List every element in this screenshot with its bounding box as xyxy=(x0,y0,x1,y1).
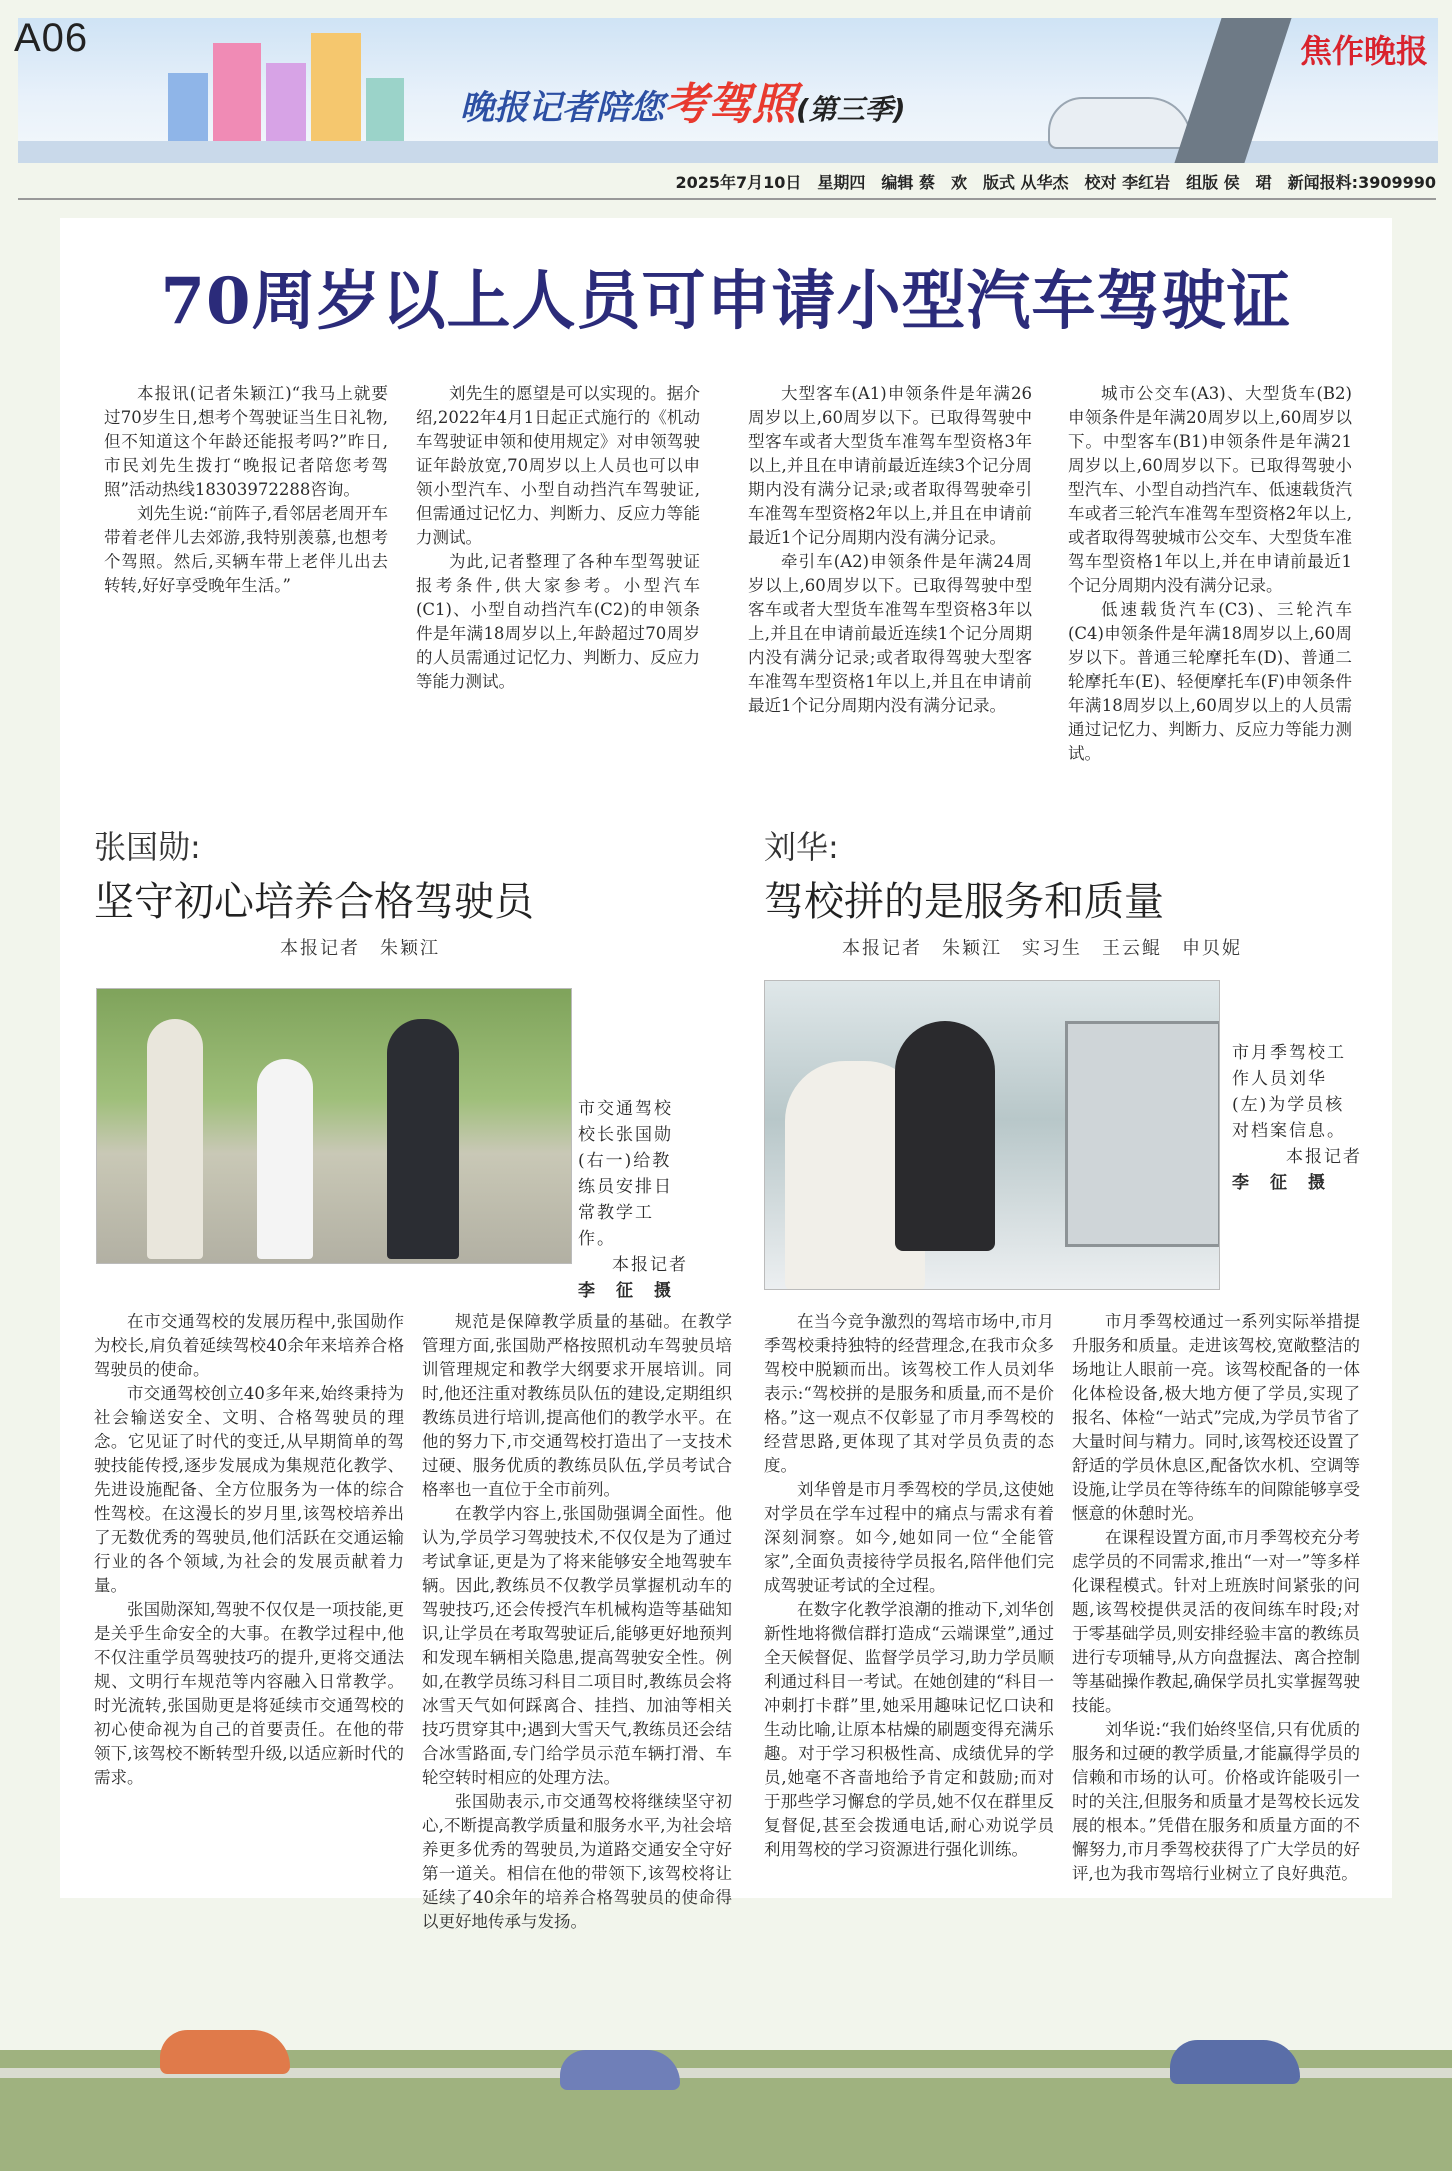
newspaper-logo: 焦作晚报 xyxy=(1299,32,1428,70)
right-story-byline: 本报记者 朱颖江 实习生 王云鲲 申贝妮 xyxy=(842,938,1242,959)
lead-paragraph: 为此,记者整理了各种车型驾驶证报考条件,供大家参考。小型汽车(C1)、小型自动挡汽车(C2)的申领条件是年满18周岁以上,年龄超过70周岁的人员需通过记忆力、判断力、反应力等能力测试。 xyxy=(416,552,700,691)
caption-credit-a: 本报记者 xyxy=(612,1255,688,1275)
person-figure xyxy=(257,1059,313,1259)
column-slogan xyxy=(460,68,906,132)
monitor xyxy=(1065,1021,1220,1247)
caption-credit-b: 李 征 摄 xyxy=(1232,1173,1327,1193)
lead-column-1 xyxy=(104,382,388,598)
story-paragraph: 在课程设置方面,市月季驾校充分考虑学员的不同需求,推出“一对一”等多样化课程模式。针对上班族时间紧张的问题,该驾校提供灵活的夜间练车时段;对于零基础学员,则安排经验丰富的教练员进行专项辅导,从方向盘握法、离合控制等基础操作教起,确保学员扎实掌握驾驶技能。 xyxy=(1072,1528,1360,1715)
story-paragraph: 刘华说:“我们始终坚信,只有优质的服务和过硬的教学质量,才能赢得学员的信赖和市场的认可。价格或许能吸引一时的关注,但服务和质量才是驾校长远发展的根本。”凭借在服务和质量方面的不懈努力,市月季驾校获得了广大学员的好评,也为我市驾培行业树立了良好典范。 xyxy=(1072,1720,1360,1883)
lead-paragraph: 大型客车(A1)申领条件是年满26周岁以上,60周岁以下。已取得驾驶中型客车或者大型货车准驾车型资格3年以上,并且在申请前最近连续3个记分周期内没有满分记录;或者取得驾驶牵引车准驾车型资格2年以上,并且在申请前最近1个记分周期内没有满分记录。 xyxy=(748,384,1032,547)
lead-column-2 xyxy=(416,382,700,694)
left-story-column-2 xyxy=(422,1310,732,1934)
story-paragraph: 刘华曾是市月季驾校的学员,这使她对学员在学车过程中的痛点与需求有着深刻洞察。如今,她如同一位“全能管家”,全面负责接待学员报名,陪伴他们完成驾驶证考试的全过程。 xyxy=(764,1480,1054,1595)
divider xyxy=(18,198,1436,200)
right-story-column-1 xyxy=(764,1310,1054,1862)
caption-credit-a: 本报记者 xyxy=(1286,1147,1362,1167)
story-paragraph: 在当今竞争激烈的驾培市场中,市月季驾校秉持独特的经营理念,在我市众多驾校中脱颖而出。该驾校工作人员刘华表示:“驾校拼的是服务和质量,而不是价格。”这一观点不仅彰显了市月季驾校的经营思路,更体现了其对学员负责的态度。 xyxy=(764,1312,1054,1475)
slogan-part-a: 晚报记者陪您 xyxy=(460,88,664,128)
left-story-column-1 xyxy=(94,1310,404,1790)
story-paragraph: 规范是保障教学质量的基础。在教学管理方面,张国勋严格按照机动车驾驶员培训管理规定和教学大纲要求开展培训。同时,他还注重对教练员队伍的建设,定期组织教练员进行培训,提高他们的教学水平。在他的努力下,市交通驾校打造出了一支技术过硬、服务优质的教练员队伍,学员考试合格率也一直位于全市前列。 xyxy=(422,1312,732,1499)
footer-road-illustration xyxy=(0,1990,1452,2171)
lead-paragraph: 刘先生的愿望是可以实现的。据介绍,2022年4月1日起正式施行的《机动车驾驶证申领和使用规定》对申领驾驶证年龄放宽,70周岁以上人员也可以申领小型汽车、小型自动挡汽车驾驶证,但需通过记忆力、判断力、反应力等能力测试。 xyxy=(416,384,700,547)
page-number: A06 xyxy=(14,16,89,60)
car-icon xyxy=(560,2050,680,2090)
right-story-name: 刘华: xyxy=(764,828,839,866)
slogan-part-c: (第三季) xyxy=(796,93,906,126)
right-story-title: 驾校拼的是服务和质量 xyxy=(764,879,1164,925)
left-story-byline: 本报记者 朱颖江 xyxy=(280,938,440,959)
slogan-part-b: 考驾照 xyxy=(664,79,796,130)
lead-paragraph: 牵引车(A2)申领条件是年满24周岁以上,60周岁以下。已取得驾驶中型客车或者大型货车准驾车型资格3年以上,并且在申请前最近连续1个记分周期内没有满分记录;或者取得驾驶大型客车准驾车型资格1年以上,并且在申请前最近1个记分周期内没有满分记录。 xyxy=(748,552,1032,715)
lead-column-4 xyxy=(1068,382,1352,766)
person-figure xyxy=(387,1019,459,1259)
caption-text: 市交通驾校校长张国勋(右一)给教练员安排日常教学工作。 xyxy=(578,1099,673,1249)
story-paragraph: 在数字化教学浪潮的推动下,刘华创新性地将微信群打造成“云端课堂”,通过全天候督促、监督学员学习,助力学员顺利通过科目一考试。在她创建的“科目一冲刺打卡群”里,她采用趣味记忆口诀和生动比喻,让原本枯燥的刷题变得充满乐趣。对于学习积极性高、成绩优异的学员,她毫不吝啬地给予肯定和鼓励;而对于那些学习懈怠的学员,她不仅在群里反复督促,甚至会拨通电话,耐心劝说学员利用驾校的学习资源进行强化训练。 xyxy=(764,1600,1054,1859)
lead-column-3 xyxy=(748,382,1032,718)
left-story-title: 坚守初心培养合格驾驶员 xyxy=(94,879,534,925)
right-photo-caption xyxy=(1232,1040,1362,1196)
car-icon xyxy=(1170,2040,1300,2084)
lead-paragraph: 本报讯(记者朱颖江)“我马上就要过70岁生日,想考个驾驶证当生日礼物,但不知道这个年龄还能报考吗?”昨日,市民刘先生拨打“晚报记者陪您考驾照”活动热线18303972288咨询。 xyxy=(104,384,388,499)
story-paragraph: 在教学内容上,张国勋强调全面性。他认为,学员学习驾驶技术,不仅仅是为了通过考试拿证,更是为了将来能够安全地驾驶车辆。因此,教练员不仅教学员掌握机动车的驾驶技巧,还会传授汽车机械构造等基础知识,让学员在考取驾驶证后,能够更好地预判和发现车辆相关隐患,提高驾驶安全性。例如,在教学员练习科目二项目时,教练员会将冰雪天气如何踩离合、挂挡、加油等相关技巧贯穿其中;遇到大雪天气,教练员还会结合冰雪路面,专门给学员示范车辆打滑、车轮空转时相应的处理方法。 xyxy=(422,1504,732,1787)
photo-staff-checking-files xyxy=(764,980,1220,1290)
lead-paragraph: 城市公交车(A3)、大型货车(B2)申领条件是年满20周岁以上,60周岁以下。中型客车(B1)申领条件是年满21周岁以上,60周岁以下。已取得驾驶小型汽车、小型自动挡汽车、低速载货汽车或者三轮汽车准驾车型资格2年以上,或者取得驾驶城市公交车、大型货车准驾车型资格1年以上,并在申请前最近1个记分周期内没有满分记录。 xyxy=(1068,384,1352,595)
headline: 70周岁以上人员可申请小型汽车驾驶证 xyxy=(160,264,1292,339)
left-story-name: 张国勋: xyxy=(94,828,201,866)
photo-driving-school-principal xyxy=(96,988,572,1264)
story-paragraph: 张国勋深知,驾驶不仅仅是一项技能,更是关乎生命安全的大事。在教学过程中,他不仅注重学员驾驶技巧的提升,更将交通法规、文明行车规范等内容融入日常教学。时光流转,张国勋更是将延续市交通驾校的初心使命视为自己的首要责任。在他的带领下,该驾校不断转型升级,以适应新时代的需求。 xyxy=(94,1600,404,1787)
info-bar: 2025年7月10日 星期四 编辑 蔡 欢 版式 从华杰 校对 李红岩 组版 侯 珺 新闻报料:3909990 xyxy=(675,173,1436,192)
lead-paragraph: 低速载货汽车(C3)、三轮汽车(C4)申领条件是年满18周岁以上,60周岁以下。普通三轮摩托车(D)、普通二轮摩托车(E)、轻便摩托车(F)申领条件年满18周岁以上,60周岁以上的人员需通过记忆力、判断力、反应力等能力测试。 xyxy=(1068,600,1352,763)
story-paragraph: 在市交通驾校的发展历程中,张国勋作为校长,肩负着延续驾校40余年来培养合格驾驶员的使命。 xyxy=(94,1312,404,1379)
caption-credit-b: 李 征 摄 xyxy=(578,1281,673,1301)
person-figure xyxy=(895,1021,995,1251)
caption-text: 市月季驾校工作人员刘华(左)为学员核对档案信息。 xyxy=(1232,1043,1346,1141)
left-photo-caption xyxy=(578,1096,688,1304)
story-paragraph: 张国勋表示,市交通驾校将继续坚守初心,不断提高教学质量和服务水平,为社会培养更多优秀的驾驶员,为道路交通安全守好第一道关。相信在他的带领下,该驾校将让延续了40余年的培养合格驾驶员的使命得以更好地传承与发扬。 xyxy=(422,1792,732,1931)
story-paragraph: 市交通驾校创立40多年来,始终秉持为社会输送安全、文明、合格驾驶员的理念。它见证了时代的变迁,从早期简单的驾驶技能传授,逐步发展成为集规范化教学、先进设施配备、全方位服务为一体的综合性驾校。在这漫长的岁月里,该驾校培养出了无数优秀的驾驶员,他们活跃在交通运输行业的各个领域,为社会的发展贡献着力量。 xyxy=(94,1384,404,1595)
car-illustration xyxy=(1048,97,1192,149)
right-story-column-2 xyxy=(1072,1310,1360,1886)
story-paragraph: 市月季驾校通过一系列实际举措提升服务和质量。走进该驾校,宽敞整洁的场地让人眼前一亮。该驾校配备的一体化体检设备,极大地方便了学员,实现了报名、体检“一站式”完成,为学员节省了大量时间与精力。同时,该驾校还设置了舒适的学员休息区,配备饮水机、空调等设施,让学员在等待练车的间隙能够享受惬意的休憩时光。 xyxy=(1072,1312,1360,1523)
lead-paragraph: 刘先生说:“前阵子,看邻居老周开车带着老伴儿去郊游,我特别羡慕,也想考个驾照。然后,买辆车带上老伴儿出去转转,好好享受晚年生活。” xyxy=(104,504,388,595)
person-figure xyxy=(147,1019,203,1259)
car-icon xyxy=(160,2030,290,2074)
